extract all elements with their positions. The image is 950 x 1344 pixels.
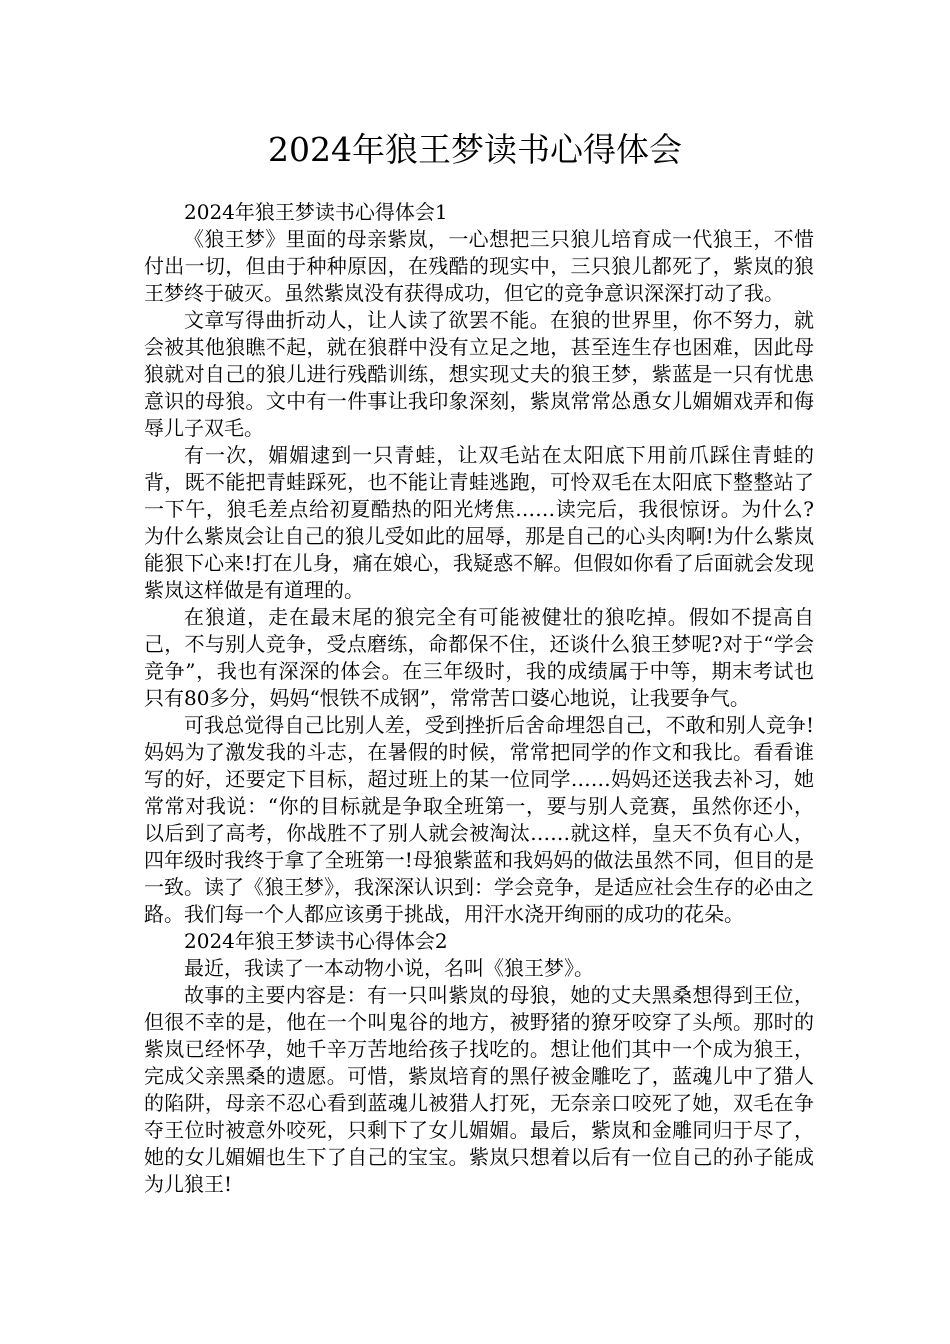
document-title: 2024年狼王梦读书心得体会 bbox=[268, 130, 682, 169]
section-subtitle-2: 2024年狼王梦读书心得体会2 bbox=[184, 929, 448, 953]
paragraph: 可我总觉得自己比别人差，受到挫折后舍命埋怨自己，不敢和别人竞争!妈妈为了激发我的斗志，在暑假的时候，常常把同学的作文和我比。看看谁写的好，还要定下目标，超过班上的某一位同学……妈妈还送我去补习，她常常对我说：“你的目标就是争取全班第一，要与别人竞赛，虽然你还小，以后到了高考，你战胜不了别人就会被淘汰……就这样，皇天不负有心人，四年级时我终于拿了全班第一!母狼紫蓝和我妈妈的做法虽然不同，但目的是一致。读了《狼王梦》，我深深认识到：学会竞争，是适应社会生存的必由之路。我们每一个人都应该勇于挑战，用汗水浇开绚丽的成功的花朵。 bbox=[144, 713, 814, 926]
paragraph: 在狼道，走在最末尾的狼完全有可能被健壮的狼吃掉。假如不提高自己，不与别人竞争，受点磨练，命都保不住，还谈什么狼王梦呢?对于“学会竞争”，我也有深深的体会。在三年级时，我的成绩属于中等，期末考试也只有80多分，妈妈“恨铁不成钢”，常常苦口婆心地说，让我要争气。 bbox=[144, 605, 814, 710]
paragraph: 最近，我读了一本动物小说，名叫《狼王梦》。 bbox=[184, 956, 594, 980]
document-body bbox=[144, 199, 814, 1198]
section-subtitle-1: 2024年狼王梦读书心得体会1 bbox=[184, 200, 448, 224]
paragraph: 文章写得曲折动人，让人读了欲罢不能。在狼的世界里，你不努力，就会被其他狼瞧不起，就在狼群中没有立足之地，甚至连生存也困难，因此母狼就对自己的狼儿进行残酷训练，想实现丈夫的狼王梦，紫蓝是一只有忧患意识的母狼。文中有一件事让我印象深刻，紫岚常常怂恿女儿媚媚戏弄和侮辱儿子双毛。 bbox=[144, 308, 814, 440]
paragraph: 有一次，媚媚逮到一只青蛙，让双毛站在太阳底下用前爪踩住青蛙的背，既不能把青蛙踩死，也不能让青蛙逃跑，可怜双毛在太阳底下整整站了一下午，狼毛差点给初夏酷热的阳光烤焦……读完后，我很惊讶。为什么?为什么紫岚会让自己的狼儿受如此的屈辱，那是自己的心头肉啊!为什么紫岚能狠下心来!打在儿身，痛在娘心，我疑惑不解。但假如你看了后面就会发现紫岚这样做是有道理的。 bbox=[144, 443, 814, 602]
paragraph: 《狼王梦》里面的母亲紫岚，一心想把三只狼儿培育成一代狼王，不惜付出一切，但由于种种原因，在残酷的现实中，三只狼儿都死了，紫岚的狼王梦终于破灭。虽然紫岚没有获得成功，但它的竞争意识深深打动了我。 bbox=[144, 227, 814, 305]
paragraph: 故事的主要内容是：有一只叫紫岚的母狼，她的丈夫黑桑想得到王位，但很不幸的是，他在一个叫鬼谷的地方，被野猪的獠牙咬穿了头颅。那时的紫岚已经怀孕，她千辛万苦地给孩子找吃的。想让他们其中一个成为狼王，完成父亲黑桑的遗愿。可惜，紫岚培育的黑仔被金雕吃了，蓝魂儿中了猎人的陷阱，母亲不忍心看到蓝魂儿被猎人打死，无奈亲口咬死了她，双毛在争夺王位时被意外咬死，只剩下了女儿媚媚。最后，紫岚和金雕同归于尽了，她的女儿媚媚也生下了自己的宝宝。紫岚只想着以后有一位自己的孙子能成为儿狼王! bbox=[144, 983, 814, 1196]
